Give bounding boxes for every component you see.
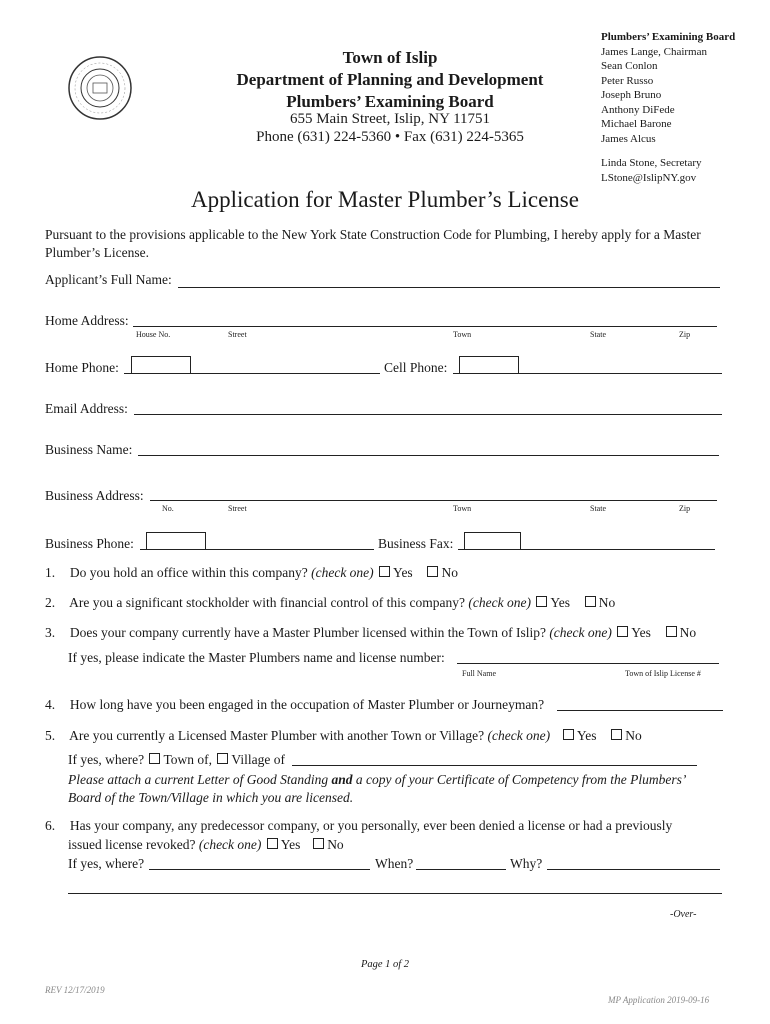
question-number: 4. — [45, 697, 56, 712]
q4-answer-field[interactable] — [557, 710, 723, 711]
question-number: 2. — [45, 595, 56, 610]
q5-where-field[interactable] — [292, 765, 697, 766]
check-one-hint: (check one) — [198, 837, 262, 852]
state-caption: State — [590, 504, 606, 513]
business-phone-label: Business Phone: — [45, 536, 134, 551]
town-name: Town of Islip — [342, 48, 438, 67]
license-number-caption: Town of Islip License # — [625, 669, 701, 678]
business-fax-area-code — [464, 532, 521, 549]
yes-label: Yes — [631, 625, 651, 640]
cell-phone-field[interactable] — [453, 373, 722, 374]
q5-note-line1 — [68, 772, 686, 788]
q6-where-label: If yes, where? — [68, 856, 145, 871]
where-label: If yes, where? — [68, 752, 145, 767]
yes-checkbox[interactable] — [536, 596, 547, 607]
form-id: MP Application 2019-09-16 — [608, 995, 710, 1005]
home-address-field[interactable] — [133, 326, 717, 327]
no-label: No — [625, 728, 642, 743]
zip-caption: Zip — [679, 504, 691, 513]
over-note: -Over- — [670, 909, 697, 920]
q3-master-plumber-field[interactable] — [457, 663, 719, 664]
secretary-email: LStone@IslipNY.gov — [601, 171, 697, 184]
business-fax-field[interactable] — [458, 549, 715, 550]
question-text: Are you a significant stockholder with financial control of this company? — [69, 595, 466, 610]
no-checkbox[interactable] — [585, 596, 596, 607]
business-address-field[interactable] — [150, 500, 717, 501]
home-phone-field[interactable] — [124, 373, 380, 374]
yes-label: Yes — [393, 565, 413, 580]
question-text: issued license revoked? — [68, 837, 196, 852]
home-phone-label: Home Phone: — [45, 360, 119, 375]
secretary: Linda Stone, Secretary — [601, 157, 702, 169]
house-no-caption: House No. — [136, 330, 171, 339]
full-name-field[interactable] — [178, 287, 720, 288]
board-list — [601, 30, 761, 185]
question-5 — [45, 728, 642, 744]
note-and: and — [331, 772, 353, 787]
yes-checkbox[interactable] — [617, 626, 628, 637]
question-text: Has your company, any predecessor company, or you personally, ever been denied a license or had a previously — [69, 818, 673, 833]
street-caption: Street — [228, 504, 247, 513]
village-of-label: Village of — [231, 752, 285, 767]
no-checkbox[interactable] — [427, 566, 438, 577]
home-phone-area-code — [131, 356, 191, 373]
question-2 — [45, 595, 615, 611]
address: 655 Main Street, Islip, NY 11751 — [289, 111, 491, 127]
q6-why-label: Why? — [510, 856, 543, 871]
business-phone-field[interactable] — [140, 549, 374, 550]
full-name-caption: Full Name — [462, 669, 496, 678]
question-1 — [45, 565, 458, 581]
no-label: No — [679, 625, 697, 640]
business-name-label: Business Name: — [45, 442, 133, 457]
full-name-label: Applicant’s Full Name: — [45, 272, 172, 287]
board-member: James Alcus — [601, 132, 656, 145]
town-of-label: Town of, — [163, 752, 213, 767]
question-3 — [45, 625, 696, 641]
no-checkbox[interactable] — [611, 729, 622, 740]
home-address-label: Home Address: — [45, 313, 129, 328]
q5-where — [68, 752, 285, 768]
q6-where-field[interactable] — [149, 869, 370, 870]
board-member: Joseph Bruno — [601, 89, 662, 101]
board-list-title: Plumbers’ Examining Board — [601, 31, 736, 43]
question-text: Does your company currently have a Master Plumber licensed within the Town of Islip? — [69, 625, 546, 640]
department-name: Department of Planning and Development — [236, 70, 544, 89]
check-one-hint: (check one) — [311, 565, 374, 580]
board-member: Anthony DiFede — [601, 103, 675, 116]
yes-checkbox[interactable] — [379, 566, 390, 577]
question-number: 1. — [45, 565, 56, 580]
application-title: Application for Master Plumber’s License — [191, 187, 579, 212]
yes-label: Yes — [280, 837, 301, 852]
check-one-hint: (check one) — [468, 595, 531, 610]
business-phone-area-code — [146, 532, 206, 549]
village-checkbox[interactable] — [217, 753, 228, 764]
question-6-line2 — [68, 837, 344, 853]
q6-when-label: When? — [375, 856, 414, 871]
no-label: No — [598, 595, 616, 610]
note-text: Please attach a current Letter of Good Standing — [68, 772, 329, 787]
check-one-hint: (check one) — [549, 625, 612, 640]
revision-date: REV 12/17/2019 — [45, 985, 105, 995]
board-member: James Lange, Chairman — [601, 45, 707, 58]
no-checkbox[interactable] — [666, 626, 677, 637]
no-label: No — [327, 837, 344, 852]
email-label: Email Address: — [45, 401, 128, 416]
q6-why-field[interactable] — [547, 869, 720, 870]
business-fax-label: Business Fax: — [378, 536, 454, 551]
no-caption: No. — [162, 504, 174, 513]
board-member: Michael Barone — [601, 118, 672, 130]
q6-explanation-field[interactable] — [68, 893, 722, 894]
question-text: Are you currently a Licensed Master Plumber with another Town or Village? — [69, 728, 485, 743]
question-number: 5. — [45, 728, 56, 743]
q6-when-field[interactable] — [416, 869, 506, 870]
yes-checkbox[interactable] — [563, 729, 574, 740]
zip-caption: Zip — [679, 330, 691, 339]
cell-phone-label: Cell Phone: — [384, 360, 448, 375]
yes-label: Yes — [550, 595, 571, 610]
no-label: No — [441, 565, 458, 580]
cell-phone-area-code — [459, 356, 519, 373]
email-field[interactable] — [134, 414, 722, 415]
board-member: Sean Conlon — [601, 60, 658, 72]
intro-paragraph: Pursuant to the provisions applicable to the New York State Construction Code for Plumbing, I hereby apply for a Master Plumber’s License. — [45, 227, 701, 260]
question-4 — [45, 697, 544, 713]
board-member: Peter Russo — [601, 74, 654, 87]
town-seal-icon — [67, 55, 133, 121]
question-6 — [45, 818, 672, 834]
state-caption: State — [590, 330, 606, 339]
business-name-field[interactable] — [138, 455, 719, 456]
q5-note-line2: Board of the Town/Village in which you are licensed. — [68, 790, 354, 805]
yes-checkbox[interactable] — [267, 838, 278, 849]
q3-followup: If yes, please indicate the Master Plumbers name and license number: — [68, 650, 445, 665]
town-checkbox[interactable] — [149, 753, 160, 764]
question-text: How long have you been engaged in the occupation of Master Plumber or Journeyman? — [69, 697, 545, 712]
no-checkbox[interactable] — [313, 838, 324, 849]
question-number: 3. — [45, 625, 56, 640]
yes-label: Yes — [576, 728, 597, 743]
town-caption: Town — [453, 504, 472, 513]
phone-fax: Phone (631) 224-5360 • Fax (631) 224-5365 — [256, 129, 524, 145]
town-caption: Town — [453, 330, 472, 339]
street-caption: Street — [228, 330, 247, 339]
question-text: Do you hold an office within this company? — [69, 565, 308, 580]
question-number: 6. — [45, 818, 56, 833]
note-text: a copy of your Certificate of Competency from the Plumbers’ — [355, 772, 687, 787]
page-number: Page 1 of 2 — [360, 959, 410, 970]
business-address-label: Business Address: — [45, 488, 144, 503]
board-name: Plumbers’ Examining Board — [286, 92, 494, 111]
check-one-hint: (check one) — [487, 728, 551, 743]
